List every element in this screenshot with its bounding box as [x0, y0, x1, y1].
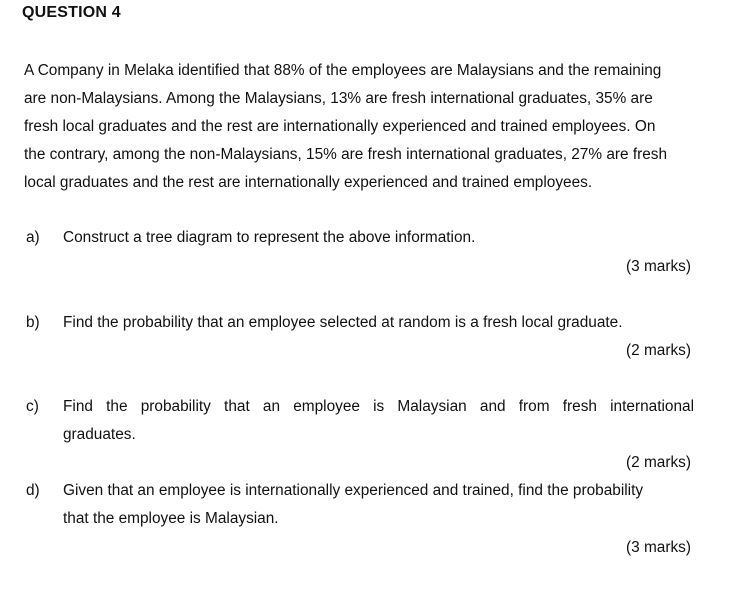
part-text-line: Find the probability that an employee is Malaysian and from fresh international: [63, 398, 694, 415]
marks-label-c: (2 marks): [626, 454, 691, 471]
marks-label-d: (3 marks): [626, 539, 691, 556]
part-label: b): [26, 314, 40, 331]
question-title: QUESTION 4: [22, 4, 121, 21]
question-part-c: [24, 393, 694, 449]
question-part-d: [24, 477, 694, 533]
part-text: [63, 309, 694, 337]
part-text: [63, 224, 694, 252]
intro-line: local graduates and the rest are internationally experienced and trained employees.: [24, 174, 593, 191]
intro-line: fresh local graduates and the rest are internationally experienced and trained employees. On: [24, 118, 656, 135]
part-text-line: Find the probability that an employee selected at random is a fresh local graduate.: [63, 314, 623, 331]
intro-line: the contrary, among the non-Malaysians, 15% are fresh international graduates, 27% are fresh: [24, 146, 668, 163]
intro-line: A Company in Melaka identified that 88% of the employees are Malaysians and the remaining: [24, 62, 662, 79]
part-text-line: Construct a tree diagram to represent the above information.: [63, 229, 476, 246]
part-text: [63, 393, 694, 449]
part-text-line: that the employee is Malaysian.: [63, 510, 279, 527]
intro-paragraph: [24, 57, 696, 197]
intro-line: are non-Malaysians. Among the Malaysians, 13% are fresh international graduates, 35% are: [24, 90, 653, 107]
question-part-a: [24, 224, 694, 252]
part-text-line: graduates.: [63, 426, 136, 443]
part-label: c): [26, 398, 39, 415]
part-text-line: Given that an employee is internationally experienced and trained, find the probability: [63, 482, 644, 499]
question-part-b: [24, 309, 694, 337]
marks-label-a: (3 marks): [626, 258, 691, 275]
part-label: a): [26, 229, 40, 246]
part-text: [63, 477, 694, 533]
part-label: d): [26, 482, 40, 499]
marks-label-b: (2 marks): [626, 342, 691, 359]
